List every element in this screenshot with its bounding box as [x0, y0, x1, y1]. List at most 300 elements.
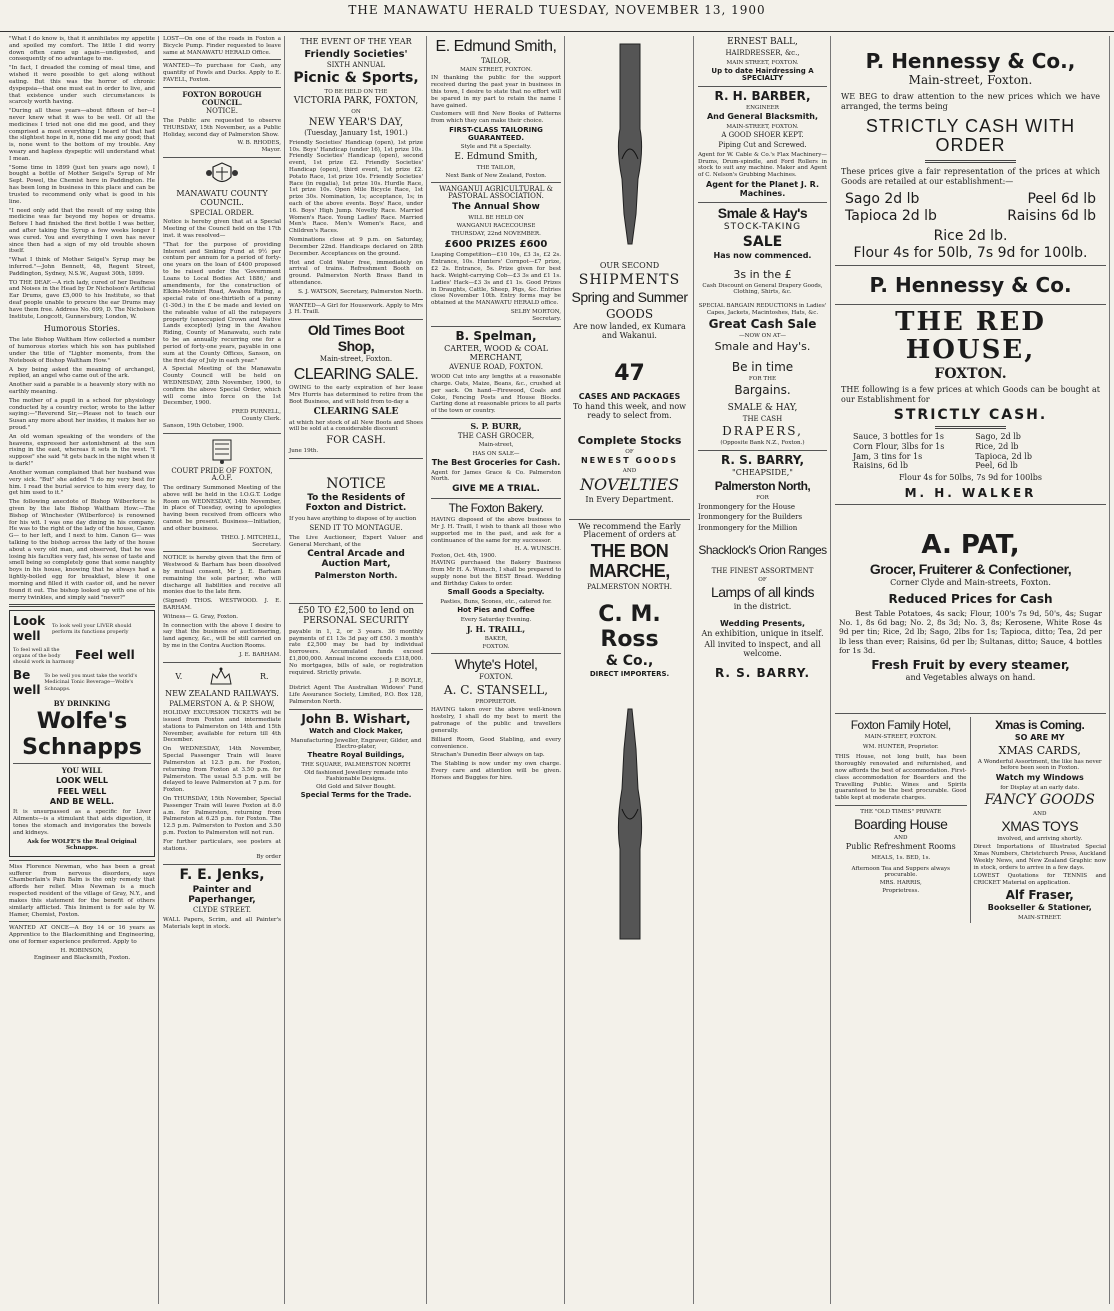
proprietor: PROPRIETOR. — [475, 699, 517, 706]
hennessy-body: WE BEG to draw attention to the new prices which we have arranged, the terms being — [841, 92, 1100, 111]
railways-para: For further particulars, see posters at stations. — [163, 838, 281, 852]
wolfes-title: Wolfe's — [36, 708, 128, 734]
be-well-text: To be well you must take the world's Medicinal Tonic Beverage—Wolfe's Schnapps. — [44, 673, 138, 692]
feel-well-text: To feel well all the organs of the body should work in harmony — [13, 646, 75, 665]
masthead: THE MANAWATU HERALD TUESDAY, NOVEMBER 13, 1900 — [0, 0, 1114, 32]
court-body: The ordinary Summoned Meeting of the above will be held in the I.O.G.T. Lodge Room on WEDNESDAY, 14th November, in place of Tuesday, owing to apologies having been received from officers who cannot be present. Business—Initiation, and other business. — [163, 485, 281, 532]
wanted-fowls: WANTED—To purchase for Cash, any quantity of Fowls and Ducks. Apply to E. FAVELL, Foxton. — [163, 63, 281, 84]
borough-body: The Public are requested to observe THURSDAY, 15th November, as a Public Holiday, second day of Palmerston Show. — [163, 117, 281, 138]
jenks-body: WALL Papers, Scrim, and all Painter's Materials kept in stock. — [163, 917, 281, 930]
special-order: SPECIAL ORDER. — [190, 208, 254, 217]
clearing-body2: at which her stock of all New Boots and Shoes will be sold at a considerable discount — [289, 419, 423, 433]
boyle-name: J. P. BOYLE, — [389, 678, 423, 685]
central-arcade: Central Arcade and Auction Mart, — [307, 549, 405, 570]
burr-street: Main-street, — [478, 442, 514, 449]
complete-stocks: Complete Stocks — [577, 433, 682, 447]
refreshment-rooms: Public Refreshment Rooms — [845, 841, 956, 851]
railways-title: NEW ZEALAND RAILWAYS. — [165, 688, 279, 698]
secretary: Secretary. — [252, 541, 281, 548]
arriving-shortly: involved, and arriving shortly. — [997, 836, 1083, 843]
railways-para: On WEDNESDAY, 14th November, Special Passenger Train will leave Palmerston at 12.5 p.m. for Foxton, returning from Foxton at 3.50 p.m. for Palmerston. The usual 5.5 p.m. will be delayed to leave Palmerston at 7 p.m. for Foxton. — [163, 746, 281, 794]
walker-sign: M. H. WALKER — [904, 485, 1037, 500]
coat-of-arms-icon — [205, 161, 239, 187]
xmas-toys: XMAS TOYS — [1001, 817, 1079, 834]
by-order: By order — [256, 854, 281, 861]
smith-sign: E. Edmund Smith, — [454, 151, 538, 162]
article-para: "I need only add that the result of my using this medicine was far beyond my hopes or dreams. Before I had finished the first bottle I was better, and after taking the Syrup a few weeks longer I was cured. You and everything I own has never since then had a sign of my old trouble shown itself. — [9, 207, 155, 255]
old-times-street: Main-street, Foxton. — [319, 355, 393, 364]
june-date: June 19th. — [289, 448, 319, 455]
column-6 — [695, 36, 831, 1304]
feel-well-line: FEEL WELL — [57, 786, 107, 796]
invited: All invited to inspect, and all welcome. — [704, 640, 821, 659]
special-terms: Special Terms for the Trade. — [300, 791, 412, 800]
sixth-annual: SIXTH ANNUAL — [326, 60, 386, 69]
xmas-cards: XMAS CARDS, — [998, 743, 1081, 757]
family-hotel-title: Foxton Family Hotel, — [850, 717, 951, 732]
barry-sign: R. S. BARRY. — [714, 665, 811, 680]
burr-agent: Agent for James Grace & Co. Palmerston North. — [431, 469, 561, 483]
whyte-body: HAVING taken over the above well-known hostelry, I shall do my best to merit the patronage of the public and travellers generally. — [431, 707, 561, 734]
and-label-3: AND — [894, 834, 908, 841]
bargains: Bargains. — [734, 383, 791, 398]
and-label: AND — [622, 467, 637, 474]
county-para: A Special Meeting of the Manawatu County Council will be held on WEDNESDAY, 28th November, 1900, to confirm the above Special Order, which will come into force on the 1st December, 1900. — [163, 366, 281, 407]
special-bargain: SPECIAL BARGAIN REDUCTIONS in Ladies' Capes, Jackets, Macintoshes, Hats, &c. — [698, 303, 827, 316]
article-para: The late Bishop Waltham How collected a number of humorous stories which his son has published under the title of "Lighter moments, from the Notebook of Bishop Waltham How." — [9, 337, 155, 364]
article-para: The following anecdote of Bishop Wilberforce is given by the late Bishop Waltham How:—The Bishop of Winchester (Wilberforce) is renowned for his wit. I was one day dining in his company. He was to the right of the lady of the house, Canon G— to her left, and I next to him. Canon G— was talking to the bishop across the lady of the house about a very old man, and observed, that he was losing his faculties very fast, his sense of taste and smell being so completely gone that some naughty boys in his house, knowing that he always had a lightly-boiled egg for breakfast, blew it one morning and filled it with castor oil, and he never found it out. The bishop looked up with one of his merry twinkles, and simply said "never?" — [9, 499, 155, 601]
the-square: THE SQUARE, PALMERSTON NORTH — [301, 761, 411, 768]
ross-title: C. M. Ross — [598, 602, 661, 652]
price-item: Sago, 2d lb — [975, 432, 1021, 442]
picnic-sports-title: Picnic & Sports, — [293, 70, 419, 87]
main-street: Main-street, Foxton. — [908, 73, 1033, 87]
loan-title: £50 TO £2,500 to lend on PERSONAL SECURITY — [297, 605, 415, 626]
clearing-sale-sub: CLEARING SALE — [313, 406, 399, 417]
watch-windows: Watch my Windows — [995, 773, 1084, 783]
landed: Are now landed, ex Kumara and Wakanui. — [573, 321, 686, 340]
family-body: THIS House, not long built, has been thoroughly renovated and refurnished, and now affords the best of accommodation. First-class accommodation for Boarders and the Travelling Public. Wines and Spirits guaranteed to be the best procurable. Good table kept at moderate charges. — [835, 754, 967, 802]
wanganui-show-title: WANGANUI AGRICULTURAL & PASTORAL ASSOCIATION. — [439, 184, 553, 201]
strachan: Strachan's Dunedin Beer always on tap. — [431, 752, 545, 759]
article-para: A boy being asked the meaning of archangel, replied, an angel who came out of the ark. — [9, 366, 155, 380]
planet-machines: Agent for the Planet J. R. Machines. — [706, 179, 819, 198]
goods: GOODS — [605, 306, 654, 321]
wanted-boy-ad: WANTED AT ONCE—A Boy 14 or 16 years as Apprentice to the Blacksmithing and Engineering, one of former experience preferred. Apply to — [9, 925, 155, 945]
ironmongery-house: Ironmongery for the House — [698, 502, 795, 511]
newest-goods: NEWEST GOODS — [580, 456, 679, 466]
look-well-text: To look well your LIVER should perform its functions properly — [51, 622, 132, 635]
prizes: £600 PRIZES £600 — [444, 239, 548, 251]
hot-pies: Hot Pies and Coffee — [457, 606, 535, 615]
fraser-street: MAIN-STREET. — [1018, 915, 1062, 922]
price-item: Raisins 6d lb — [1007, 207, 1096, 224]
stock-taking: STOCK-TAKING — [723, 221, 802, 232]
dissolution-notice: NOTICE is hereby given that the firm of Westwood & Barham has been dissolved by mutual consent, Mr J. E. Barham remaining the sole partner, who will discharge all liabilities and receive all monies due to the late firm. — [163, 555, 281, 596]
opposite-bank: (Opposite Bank N.Z., Foxton.) — [720, 440, 805, 447]
lost-notice: LOST—On one of the roads in Foxton a Bicycle Pump. Finder requested to leave same at MANAWATU HERALD Office. — [163, 36, 281, 56]
wishart-sub: Watch and Clock Maker, — [309, 726, 403, 735]
article-para: "During all these years—about fifteen of her—I never knew what it was to be well. Of all the medicines I tried not one did me good, and they comprised a most everything I heard of that had the slightest hope in it, none did me any good; that is, none went to the bottom of my trouble. Any weary and hapless dyspeptic will understand what I mean. — [9, 108, 155, 162]
you-will: YOU WILL — [61, 766, 103, 776]
burr-sale: HAS ON SALE— — [472, 450, 520, 457]
hennessy-title: P. Hennessy & Co., — [865, 49, 1076, 73]
clearing-body: OWING to the early expiration of her lease Mrs Hurris has determined to retire from the Boot Business, and will hold from to-day a — [289, 385, 423, 405]
three-shillings: 3s in the £ — [733, 268, 792, 282]
send-body: The Live Auctioneer, Expert Valuer and General Merchant, of the — [289, 534, 423, 548]
tailor: TAILOR, — [481, 56, 511, 65]
pat-sub: Grocer, Fruiterer & Confectioner, — [869, 560, 1072, 577]
price-item: Raisins, 6d lb — [853, 461, 908, 471]
jenks-sub: Painter and Paperhanger, — [188, 884, 256, 905]
ball-title: ERNEST BALL, — [727, 37, 798, 47]
commenced: Has now commenced. — [713, 251, 812, 261]
of-label: OF — [625, 449, 634, 456]
cheapside: "CHEAPSIDE," — [732, 467, 793, 477]
barry-title: R. S. BARRY, — [720, 452, 805, 467]
notice-heading: NOTICE. — [206, 107, 238, 116]
humorous-stories-heading: Humorous Stories. — [43, 323, 121, 333]
fraser-title: Alf Fraser, — [1005, 888, 1074, 903]
wishart-title: John B. Wishart, — [301, 711, 411, 726]
style-specialty: Style and Fit a Specialty. — [460, 144, 532, 151]
annual-show: The Annual Show — [452, 202, 540, 213]
florence-newman-notice: Miss Florence Newman, who has been a great sufferer from nervous disorders, says Chamberlain's Pain Balm is the only remedy that affords her relief. Miss Newman is a much respected resident of the village of Gray, N.Y., and makes this statement for the benefit of others similarly afflicted. This liniment is for sale by W. Hamer, Chemist, Foxton. — [9, 863, 155, 918]
court-emblem-icon — [207, 437, 237, 465]
be-well-heading: Be well — [13, 667, 41, 697]
ross-co: & Co., — [605, 652, 654, 669]
article-para: Another woman complained that her husband was very sick. "But" she added "I do my very best for him. I read the burial service to him every day, to get him used to it." — [9, 469, 155, 497]
county-para: Notice is hereby given that at a Special Meeting of the Council held on the 17th inst. it was resolved— — [163, 219, 281, 239]
barber-street: MAIN-STREET, FOXTON. — [726, 124, 799, 131]
price-item: Corn Flour, 3lbs for 1s — [853, 441, 945, 451]
vegetables: and Vegetables always on hand. — [905, 673, 1036, 683]
stabling: The Stabling is now under my own charge. Every care and attention will be given. Horses and Buggies for hire. — [431, 761, 561, 781]
pat-title: A. PAT, — [921, 530, 1020, 561]
vr-v: V. — [175, 671, 183, 681]
afternoon-tea: Afternoon Tea and Suppers always procurable. — [851, 865, 950, 878]
baker: BAKER, — [484, 635, 508, 642]
column-1 — [6, 36, 159, 1304]
flour-price: Flour 4s for 50lb, 7s 9d for 100lb. — [853, 245, 1088, 262]
wunsch-date: Foxton, Oct. 4th, 1900. — [431, 553, 497, 560]
rhodes-sign: W. B. RHODES, — [237, 140, 281, 147]
old-times-title: Old Times Boot Shop, — [307, 322, 405, 354]
friendly-societies: Friendly Societies' — [304, 48, 408, 60]
on-label: ON — [351, 108, 361, 115]
traill-name: J. H. TRAILL, — [466, 624, 526, 634]
article-para: "What I think of Mother Seigel's Syrup may be inferred."—John Bennett, 48, Regent Street, Paddington, Sydney, N.S.W., August 30th, 1899. — [9, 257, 155, 277]
the-cash: THE CASH — [742, 414, 783, 423]
royal-crest-icon — [207, 666, 235, 688]
send-montague: SEND IT TO MONTAGUE. — [309, 524, 403, 533]
smith-body2: Customers will find New Books of Patterns from which they can make their choice. — [431, 111, 561, 125]
cases-packages: CASES AND PACKAGES — [578, 391, 681, 401]
morton-secretary: Secretary. — [532, 315, 561, 322]
every-department: In Every Department. — [585, 494, 674, 504]
blacksmith: And General Blacksmith, — [706, 112, 819, 122]
next-bank: Next Bank of New Zealand, Foxton. — [445, 172, 547, 179]
exhibition: An exhibition, unique in itself. — [701, 629, 824, 639]
event-date: (Tuesday, January 1st, 1901.) — [304, 129, 408, 138]
reduced-body: Best Table Potatoes, 4s sack; Flour, 100's 7s 9d, 50's, 4s; Sugar No. 1, 8s 6d bag; No. 2, 8s 3d; No. 3, 8s; Kerosene, White Rose 4s 9d per tin; Rice, 2d lb; Sago, 2lbs for 1s; Tapioca, ditto; Tea, 2d per lb less than ever; Raisins, 6d per lb; Sultanas, ditto; Sauce, 4 bottles for 1s 3d. — [839, 609, 1102, 655]
so-are-my: SO ARE MY — [1014, 733, 1065, 743]
show-date: THURSDAY, 22nd NOVEMBER. — [451, 231, 541, 238]
by-drinking: BY DRINKING — [53, 699, 111, 709]
court-title: COURT PRIDE OF FOXTON, A.O.F. — [171, 466, 273, 483]
price-item: Jam, 3 tins for 1s — [853, 451, 923, 461]
jenks-street: CLYDE STREET. — [193, 906, 251, 915]
strictly-cash-with-order: STRICTLY CASH WITH ORDER — [865, 115, 1076, 156]
purnell-sign: FRED PURNELL, — [231, 409, 281, 416]
price-item: Tapioca, 2d lb — [975, 451, 1032, 461]
article-para: Another said a parable is a heavenly story with no earthly meaning. — [9, 382, 155, 395]
and-label-4: AND — [1033, 810, 1047, 817]
article-para: "Some time in 1899 (just ten years ago now), I bought a bottle of Mother Seigel's Syrup of Mr Sept. Powel, the Chemist here in Paddington. He has been long in business in this place and can be trusted to recommend only what is good in his line. — [9, 164, 155, 205]
good-shoer: A GOOD SHOER KEPT. — [721, 131, 804, 140]
lamps: Lamps of all kinds — [710, 584, 815, 601]
shacklock: Shacklock's Orion Ranges — [698, 543, 827, 558]
family-street: MAIN-STREET, FOXTON. — [864, 734, 937, 741]
palmerston-north: Palmerston North. — [314, 571, 398, 581]
county-clerk: County Clerk. — [241, 416, 281, 423]
hunter-proprietor: WM. HUNTER, Proprietor. — [862, 744, 939, 751]
article-para: TO THE DEAF.—A rich lady, cured of her Deafness and Noises in the Head by Dr Nicholson's Artificial Ear Drums, gave £5,000 to his Institute, so that deaf people unable to procure the ear Drums may have them free. Address No. 699, D. The Nicholson Institute, Longcott, Gunnersbury, London, W. — [9, 279, 155, 320]
railways-sub: PALMERSTON A. & P. SHOW, — [169, 699, 275, 708]
wishart-body: Manufacturing Jeweller, Engraver, Gilder, and Electro-plater, — [290, 737, 422, 750]
wanted-girl: WANTED—A Girl for Housework. Apply to Mrs J. H. Traill. — [289, 302, 423, 316]
wedding-presents: Wedding Presents, — [719, 618, 806, 628]
bakery-body: HAVING disposed of the above business to Mr J. H. Traill, I wish to thank all those who supported me in the past, and ask for a continuance of the same for my successor. — [431, 517, 561, 544]
notice-title: NOTICE — [326, 476, 386, 493]
price-item: Sago 2d lb — [845, 190, 920, 207]
whyte-foxton: FOXTON. — [479, 673, 513, 682]
column-5 — [566, 36, 694, 1304]
to-hand: To hand this week, and now ready to select from. — [572, 402, 687, 421]
now-on-at: —NOW ON AT— — [739, 332, 786, 339]
held-on: TO BE HELD ON THE — [324, 88, 388, 95]
burr-title: S. P. BURR, — [470, 420, 522, 431]
refreshments: Hot and Cold Water free, immediately on arrival of trains. Refreshment Booth on ground. Palmerston North Brass Band in attendance. — [289, 259, 423, 286]
whyte-title: Whyte's Hotel, — [454, 656, 538, 673]
robinson-trade: Engineer and Blacksmith, Foxton. — [33, 954, 131, 961]
article-para: An old woman speaking of the wonders of the heavens, expressed her astonishment at the sun rising in the east, whereas it sets in the west. "I suppose" she said "it gets back in the night when it is dark!" — [9, 433, 155, 468]
smale-hay-3: SMALE & HAY, — [727, 402, 798, 413]
column-7 — [832, 36, 1110, 1304]
number-47: 47 — [614, 361, 645, 387]
price-item: Tapioca 2d lb — [845, 207, 937, 224]
hairdresser: HAIRDRESSER, &c., — [725, 48, 800, 57]
fancy-goods: FANCY GOODS — [984, 792, 1095, 809]
lowest-quotations: LOWEST Quotations for TENNIS and CRICKET Material on application. — [973, 873, 1106, 887]
in-district: in the district. — [733, 601, 792, 611]
red-house-flour: Flour 4s for 50lbs, 7s 9d for 100lbs — [898, 473, 1043, 483]
pointing-hand-up-icon — [610, 699, 650, 949]
pat-address: Corner Clyde and Main-streets, Foxton. — [890, 578, 1051, 588]
ironmongery-million: Ironmongery for the Million — [698, 523, 798, 532]
direct-importers: DIRECT IMPORTERS. — [589, 670, 670, 679]
red-house-prices — [853, 432, 1088, 471]
racecourse: WANGANUI RACECOURSE — [456, 223, 536, 230]
event-title: THE EVENT OF THE YEAR — [300, 37, 412, 46]
hennessy-title-2: P. Hennessy & Co. — [869, 272, 1072, 297]
burr-sub: THE CASH GROCER, — [457, 431, 535, 440]
up-to-date: Up to date Hairdressing A SPECIALTY — [711, 66, 814, 83]
rice-price: Rice 2d lb. — [933, 227, 1008, 244]
price-item: Peel 6d lb — [1027, 190, 1096, 207]
reduced-prices: Reduced Prices for Cash — [888, 591, 1053, 606]
xmas-coming: Xmas is Coming. — [995, 717, 1085, 732]
old-gold: Old Gold and Silver Bought. — [316, 783, 396, 790]
bakery-title: The Foxton Bakery. — [448, 501, 544, 516]
bon-marche: THE BON MARCHE, — [589, 541, 670, 581]
red-house-body: THE following is a few prices at which Goods can be bought at our Establishment for — [841, 385, 1100, 405]
saturday: Every Saturday Evening. — [460, 616, 532, 623]
will-be-held: WILL BE HELD ON — [468, 215, 524, 222]
recommend: We recommend the Early Placement of orders at — [578, 521, 681, 540]
price-list — [845, 191, 1096, 225]
loan-body: payable in 1, 2, or 3 years. 36 monthly payments of £1 13s 3d pay off £50. 3 month's rate £2,500 may be had by individual borrowers. Accumulated funds exceed £1,800,000. Annual income exceeds £318,000. No mortgages, bills of sale, or registration required. Strictly private. — [289, 628, 423, 676]
robinson-name: H. ROBINSON, — [60, 947, 104, 954]
piping: Piping Cut and Screwed. — [718, 141, 807, 150]
clearing-sale-title: CLEARING SALE. — [293, 365, 419, 383]
bon-marche-palm: PALMERSTON NORTH. — [587, 582, 672, 591]
column-2 — [160, 36, 285, 1304]
barham-sign: J. E. BARHAM. — [239, 651, 281, 658]
foxton: FOXTON. — [482, 643, 510, 650]
small-goods: Small Goods a Specialty. — [447, 588, 545, 597]
county-para: "That for the purpose of providing Interest and Sinking Fund at 9½ per centum per annum for a period of forty-one years on the loan of £400 proposed to be raised under the 'Government Loans to Local Bodies Act 1886,' and amendments, for the construction of Elkins-Motiniri Road, Awahou Riding, a special rate of one-thirtieth of a penny (1-30d.) in the £ be made and levied on the rateable value of all the ratepayers property (unoccupied Crown and Native Lands excepted) lying in the Awahou Riding, County of Manawatu, such rate to be an annually recurring one for a period of forty-one years, payable in one sum at the County Offices, Sanson, on the first day of July in each year." — [163, 241, 281, 364]
dissolution-signed: (Signed) THOS. WESTWOOD. J. E. BARHAM. — [163, 598, 281, 612]
finest-assortment: THE FINEST ASSORTMENT — [711, 566, 814, 575]
article-para: "What I do know is, that it annihilates my appetite and spoiled my comfort. The little I did worry down often came up again—undigested, and consequently of no advantage to me. — [9, 36, 155, 63]
railways-para: On THURSDAY, 15th November, Special Passenger Train will leave Foxton at 8.0 a.m. for Palmerston, returning from Palmerston at 6.25 p.m. for Foxton. The 12.5 p.m. Palmerston to Foxton and 3.50 p.m. Foxton to Palmerston will not run. — [163, 795, 281, 837]
smith-body: IN thanking the public for the support received during the past year in business in this town, I desire to state that no effort will be spared in my part to retain the name I have gained. — [431, 75, 561, 109]
traill-body: HAVING purchased the Bakery Business from Mr H. A. Wunsch, I shall be prepared to supply none but the BEST Bread. Wedding and Birthday Cakes to order. — [431, 560, 561, 587]
drapers: DRAPERS, — [722, 424, 803, 439]
old-fashioned: Old fashioned Jewellery remade into Fashionable Designs. — [304, 769, 408, 782]
new-years-day: NEW YEAR'S DAY, — [308, 117, 404, 129]
connection-note: In connection with the above I desire to say that the business of auctioneering, land agency, &c., will be still carried on by me in the Contra Auction Rooms. — [163, 622, 281, 650]
smith-title: E. Edmund Smith, — [435, 38, 557, 55]
prices-body: These prices give a fair representation of the prices at which Goods are retailed at our establishment:— — [841, 167, 1100, 187]
wunsch-sign: H. A. WUNSCH. — [514, 546, 561, 553]
witness: Witness— G. Gray, Foxton. — [163, 613, 239, 620]
red-house-title: THE RED HOUSE, — [895, 306, 1046, 366]
look-well-heading: Look well — [13, 614, 46, 643]
give-trial: GIVE ME A TRIAL. — [452, 484, 540, 495]
harris-name: MRS. HARRIS, — [879, 879, 922, 886]
to-residents: To the Residents of Foxton and District. — [305, 493, 407, 514]
spelman-body: WOOD Cut into any lengths at a reasonable charge. Oats, Maize, Beans, &c., crushed at per sack. On hand—Firewood, Coals and Coke, Fencing Posts and House Blocks. Carting done at reasonable prices to all parts of the town or country. — [431, 374, 561, 415]
for-label: FOR — [756, 494, 769, 501]
barber-agent: Agent for W. Cable & Co.'s Flax Machinery—Drums, Drum-spindle, and Ford Rollers in stock to suit any machine. Maker and Agent of C. Nelson's Grubbing Machines. — [698, 151, 827, 179]
ball-street: MAIN STREET, FOXTON. — [726, 59, 799, 66]
bookseller: Bookseller & Stationer, — [987, 903, 1092, 913]
wolfe-schnapps-ad — [9, 610, 155, 856]
smale-hay-title: Smale & Hay's — [717, 204, 808, 221]
county-title: MANAWATU COUNTY COUNCIL. — [176, 189, 268, 207]
billiard: Billiard Room, Good Stabling, and every convenience. — [431, 736, 561, 750]
smith-address: MAIN STREET, FOXTON. — [459, 67, 533, 74]
column-4 — [428, 36, 565, 1304]
look-well-line: LOOK WELL — [56, 775, 108, 785]
price-item: Peel, 6d lb — [975, 461, 1018, 471]
boarding-house: Boarding House — [854, 816, 948, 833]
mayor: Mayor. — [261, 147, 281, 154]
feel-well-heading: Feel well — [75, 648, 135, 663]
engineer: ENGINEER — [746, 105, 779, 112]
proprietress: Proprietress. — [882, 888, 920, 895]
mitchell-sign: THEO. J. MITCHELL, — [221, 534, 281, 541]
dispose-text: If you have anything to dispose of by auction — [289, 516, 417, 523]
for-the: FOR THE — [748, 376, 777, 383]
stansell: A. C. STANSELL, — [443, 683, 549, 698]
display-date: for Display at an early date. — [1000, 784, 1080, 791]
spelman-title: B. Spelman, — [455, 328, 537, 343]
price-item: Rice, 2d lb — [975, 441, 1019, 451]
cash-discount: Cash Discount on General Drapery Goods, Clothing, Shirts, &c. — [702, 283, 823, 296]
be-in-time: Be in time — [731, 360, 794, 375]
borough-title: FOXTON BOROUGH COUNCIL. — [182, 89, 262, 107]
railways-para: HOLIDAY EXCURSION TICKETS will be issued from Foxton and intermediate stations to Palmerston on 14th and 15th November, available for return till 4th December. — [163, 710, 281, 744]
theatre-royal: Theatre Royal Buildings, — [307, 750, 405, 759]
wolfe-body: It is unsurpassed as a specific for Liver Ailments—is a stimulant that aids digestion, it tones the stomach and invigorates the bowels and kidneys. — [13, 809, 151, 836]
wolfe-ask: Ask for WOLFE'S the Real Original Schnapps. — [27, 838, 137, 851]
novelties: NOVELTIES — [579, 475, 680, 495]
jenks-title: F. E. Jenks, — [179, 867, 265, 884]
ironmongery-builders: Ironmongery for the Builders — [698, 513, 803, 522]
assortment: A Wonderful Assortment, the like has never before been seen in Foxton. — [977, 758, 1102, 772]
sale: SALE — [742, 233, 783, 250]
article-para: The mother of a pupil in a school for physiology conducted by a country rector, wrote to the latter saying:—"Reverend Sir,—Please not to teach our Susan any more about her insides, it makes her so proud." — [9, 397, 155, 432]
first-class-tailoring: FIRST-CLASS TAILORING GUARANTEED. — [449, 126, 543, 142]
sanson-date: Sanson, 19th October, 1900. — [163, 422, 244, 429]
column-3 — [286, 36, 427, 1304]
watson-sign: S. J. WATSON, Secretary, Palmerston North. — [298, 288, 423, 295]
great-cash-sale: Great Cash Sale — [708, 316, 817, 331]
strictly-cash: STRICTLY CASH. — [893, 406, 1048, 423]
our-second: OUR SECOND — [599, 261, 660, 270]
victoria-park: VICTORIA PARK, FOXTON, — [293, 96, 419, 107]
be-well-line: AND BE WELL. — [49, 797, 115, 807]
show-body: Leaping Competition—£10 10s, £3 3s, £2 2s. Entrance, 10s. Hunters' Cornpot—£7 prize, £2 2s. Entrance, 5s. Prize given for best hack. Weight-carrying Cob—£3 3s and £1 1s. Ladies' Hack—£3 3s and £1 1s. Good Prizes in Draughts, Cattle, Sheep, Pigs, &c. Entries close November 10th. Entry forms may be obtained at the MANAWATU HERALD office. — [431, 252, 561, 307]
fresh-fruit: Fresh Fruit by every steamer, — [871, 657, 1070, 672]
direct-importations: Direct Importations of Illustrated Special Xmas Numbers, Christchurch Press, Auckland Weekly News, and New Zealand Graphic now in stock, orders to arrive in a few days. — [973, 844, 1106, 871]
schnapps-title: Schnapps — [22, 735, 142, 761]
shipments: SHIPMENTS — [578, 271, 681, 288]
nominations: Nominations close at 9 p.m. on Saturday, December 22nd. Handicaps declared on 28th December. Acceptances on the ground. — [289, 237, 423, 257]
of-label-2: OF — [758, 577, 767, 584]
boyle-sub: District Agent The Australian Widows' Fund Life Assurance Society, Limited, P.O. Box 128, Palmerston North. — [289, 685, 423, 705]
for-cash: FOR CASH. — [326, 435, 386, 447]
vr-r: R. — [259, 671, 269, 681]
the-tailor: THE TAILOR, — [476, 164, 516, 171]
red-house-foxton: FOXTON. — [934, 365, 1007, 382]
old-times-private: THE "OLD TIMES" PRIVATE — [860, 808, 942, 815]
burr-best: The Best Groceries for Cash. — [431, 457, 561, 467]
smale-hay-2: Smale and Hay's. — [714, 340, 811, 354]
barry-palm: Palmerston North, — [714, 478, 811, 493]
price-item: Sauce, 3 bottles for 1s — [853, 432, 944, 442]
spelman-sub: CARTER, WOOD & COAL MERCHANT, — [444, 343, 548, 362]
spelman-address: AVENUE ROAD, FOXTON. — [449, 363, 543, 372]
barber-title: R. H. BARBER, — [714, 89, 811, 104]
spring-summer: Spring and Summer — [571, 289, 688, 306]
pointing-hand-down-icon — [610, 39, 650, 259]
article-para: "In fact, I dreaded the coming of meal time, and wished it were possible to get along without eating. But this was the horror of chronic dyspepsia—that one must eat in order to live, and that existence under such circumstances is scarcely worth having. — [9, 65, 155, 106]
morton-sign: SELBY MORTON, — [510, 308, 561, 315]
